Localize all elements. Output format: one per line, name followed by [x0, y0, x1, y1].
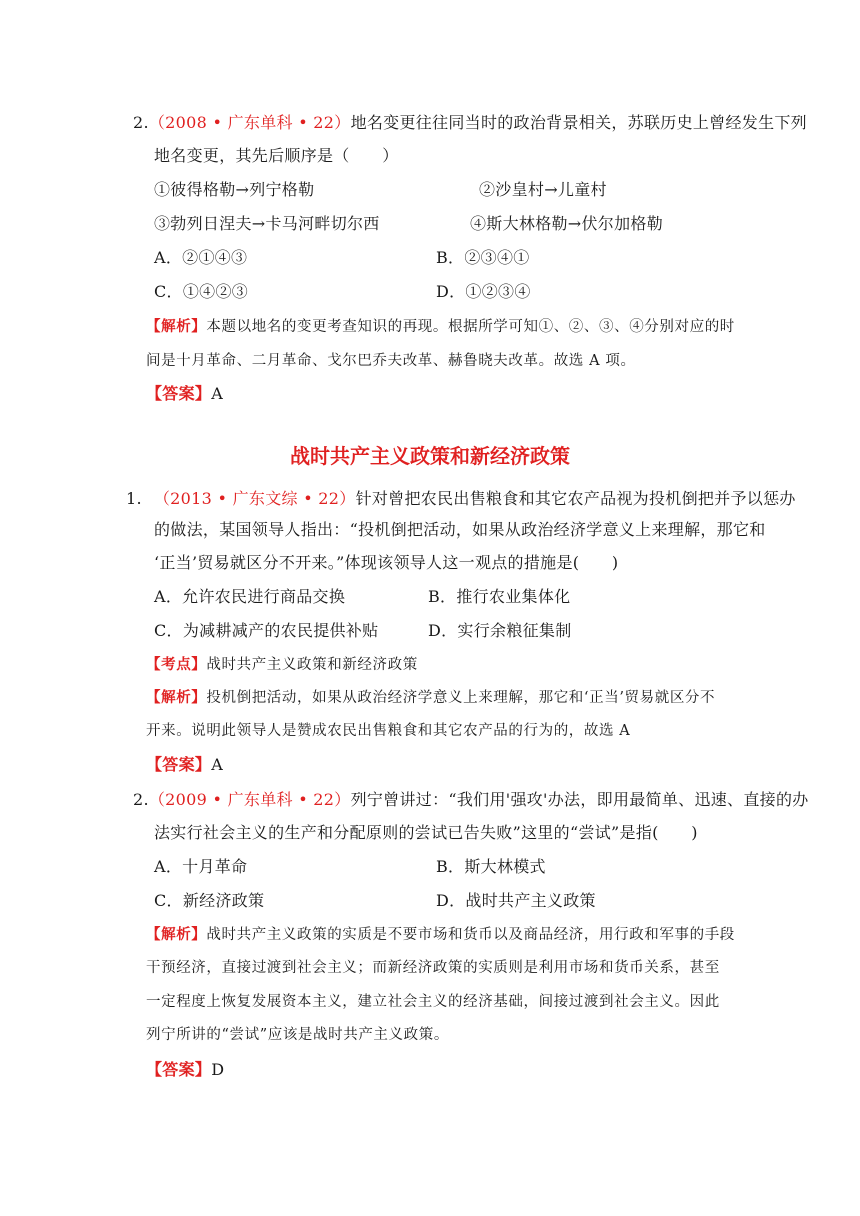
option-a: A．允许农民进行商品交换 [154, 587, 346, 606]
analysis-cont: 开来。说明此领导人是赞成农民出售粮食和其它农产品的行为的，故选 A [146, 723, 631, 739]
answer-value: D [211, 1060, 225, 1079]
question-number: 2. [133, 113, 149, 132]
analysis-tag: 【解析】 [146, 689, 207, 706]
question-2008 [133, 113, 807, 133]
analysis-tag: 【解析】 [146, 926, 207, 943]
question-source: （2009 • 广东单科 • 22） [148, 790, 351, 809]
option-d: D．①②③④ [436, 282, 531, 301]
item-4: ④斯大林格勒→伏尔加格勒 [470, 214, 664, 233]
answer-tag: 【答案】 [146, 1060, 212, 1079]
question-stem: 地名变更往往同当时的政治背景相关，苏联历史上曾经发生下列 [350, 113, 807, 132]
question-stem: 列宁曾讲过：“我们用'强攻'办法，即用最简单、迅速、直接的办 [350, 790, 809, 809]
option-c: C．①④②③ [154, 282, 249, 301]
analysis [146, 688, 715, 708]
question-2009 [133, 790, 809, 810]
question-source: （2013 • 广东文综 • 22） [153, 489, 356, 508]
analysis [146, 925, 735, 945]
analysis-text: 本题以地名的变更考查知识的再现。根据所学可知①、②、③、④分别对应的时 [206, 319, 735, 335]
option-b: B．②③④① [436, 248, 530, 267]
question-stem-cont: 的做法，某国领导人指出：“投机倒把活动，如果从政治经济学意义上来理解，那它和 [154, 520, 766, 539]
question-2013 [126, 489, 796, 509]
question-stem: 针对曾把农民出售粮食和其它农产品视为投机倒把并予以惩办 [355, 489, 796, 508]
option-c: C．为减耕减产的农民提供补贴 [154, 621, 379, 640]
analysis-cont: 干预经济，直接过渡到社会主义；而新经济政策的实质则是利用市场和货币关系，甚至 [146, 960, 720, 976]
answer [146, 384, 223, 404]
option-b: B．斯大林模式 [436, 857, 546, 876]
item-2: ②沙皇村→儿童村 [479, 180, 607, 199]
section-title: 战时共产主义政策和新经济政策 [290, 444, 570, 468]
analysis-cont: 间是十月革命、二月革命、戈尔巴乔夫改革、赫鲁晓夫改革。故选 A 项。 [146, 353, 636, 369]
answer [146, 755, 223, 775]
analysis-cont: 一定程度上恢复发展资本主义，建立社会主义的经济基础，间接过渡到社会主义。因此 [146, 994, 720, 1010]
question-source: （2008 • 广东单科 • 22） [148, 113, 351, 132]
question-stem-cont: 法实行社会主义的生产和分配原则的尝试已告失败”这里的“尝试”是指( ) [154, 823, 698, 842]
option-d: D．战时共产主义政策 [436, 891, 596, 910]
analysis-text: 战时共产主义政策的实质是不要市场和货币以及商品经济，用行政和军事的手段 [206, 927, 735, 943]
point-text: 战时共产主义政策和新经济政策 [206, 657, 418, 673]
option-b: B．推行农业集体化 [428, 587, 571, 606]
item-3: ③勃列日涅夫→卡马河畔切尔西 [154, 214, 380, 233]
analysis [146, 317, 735, 337]
answer [146, 1060, 224, 1080]
item-1: ①彼得格勒→列宁格勒 [154, 180, 315, 199]
option-a: A．十月革命 [154, 857, 248, 876]
option-a: A．②①④③ [154, 248, 248, 267]
analysis-cont: 列宁所讲的“尝试”应该是战时共产主义政策。 [146, 1027, 449, 1043]
answer-tag: 【答案】 [146, 384, 212, 403]
question-number: 1. [126, 489, 142, 508]
question-stem-cont: ‘正当’贸易就区分不开来。”体现该领导人这一观点的措施是( ) [154, 553, 619, 572]
option-d: D．实行余粮征集制 [428, 621, 572, 640]
answer-tag: 【答案】 [146, 755, 212, 774]
question-number: 2. [133, 790, 149, 809]
answer-value: A [211, 755, 224, 774]
analysis-tag: 【解析】 [146, 318, 207, 335]
analysis-text: 投机倒把活动，如果从政治经济学意义上来理解，那它和‘正当’贸易就区分不 [206, 690, 716, 706]
point-tag: 【考点】 [146, 656, 207, 673]
option-c: C．新经济政策 [154, 891, 265, 910]
answer-value: A [211, 384, 224, 403]
question-stem-cont: 地名变更，其先后顺序是（ ） [154, 146, 399, 165]
exam-point [146, 655, 418, 675]
